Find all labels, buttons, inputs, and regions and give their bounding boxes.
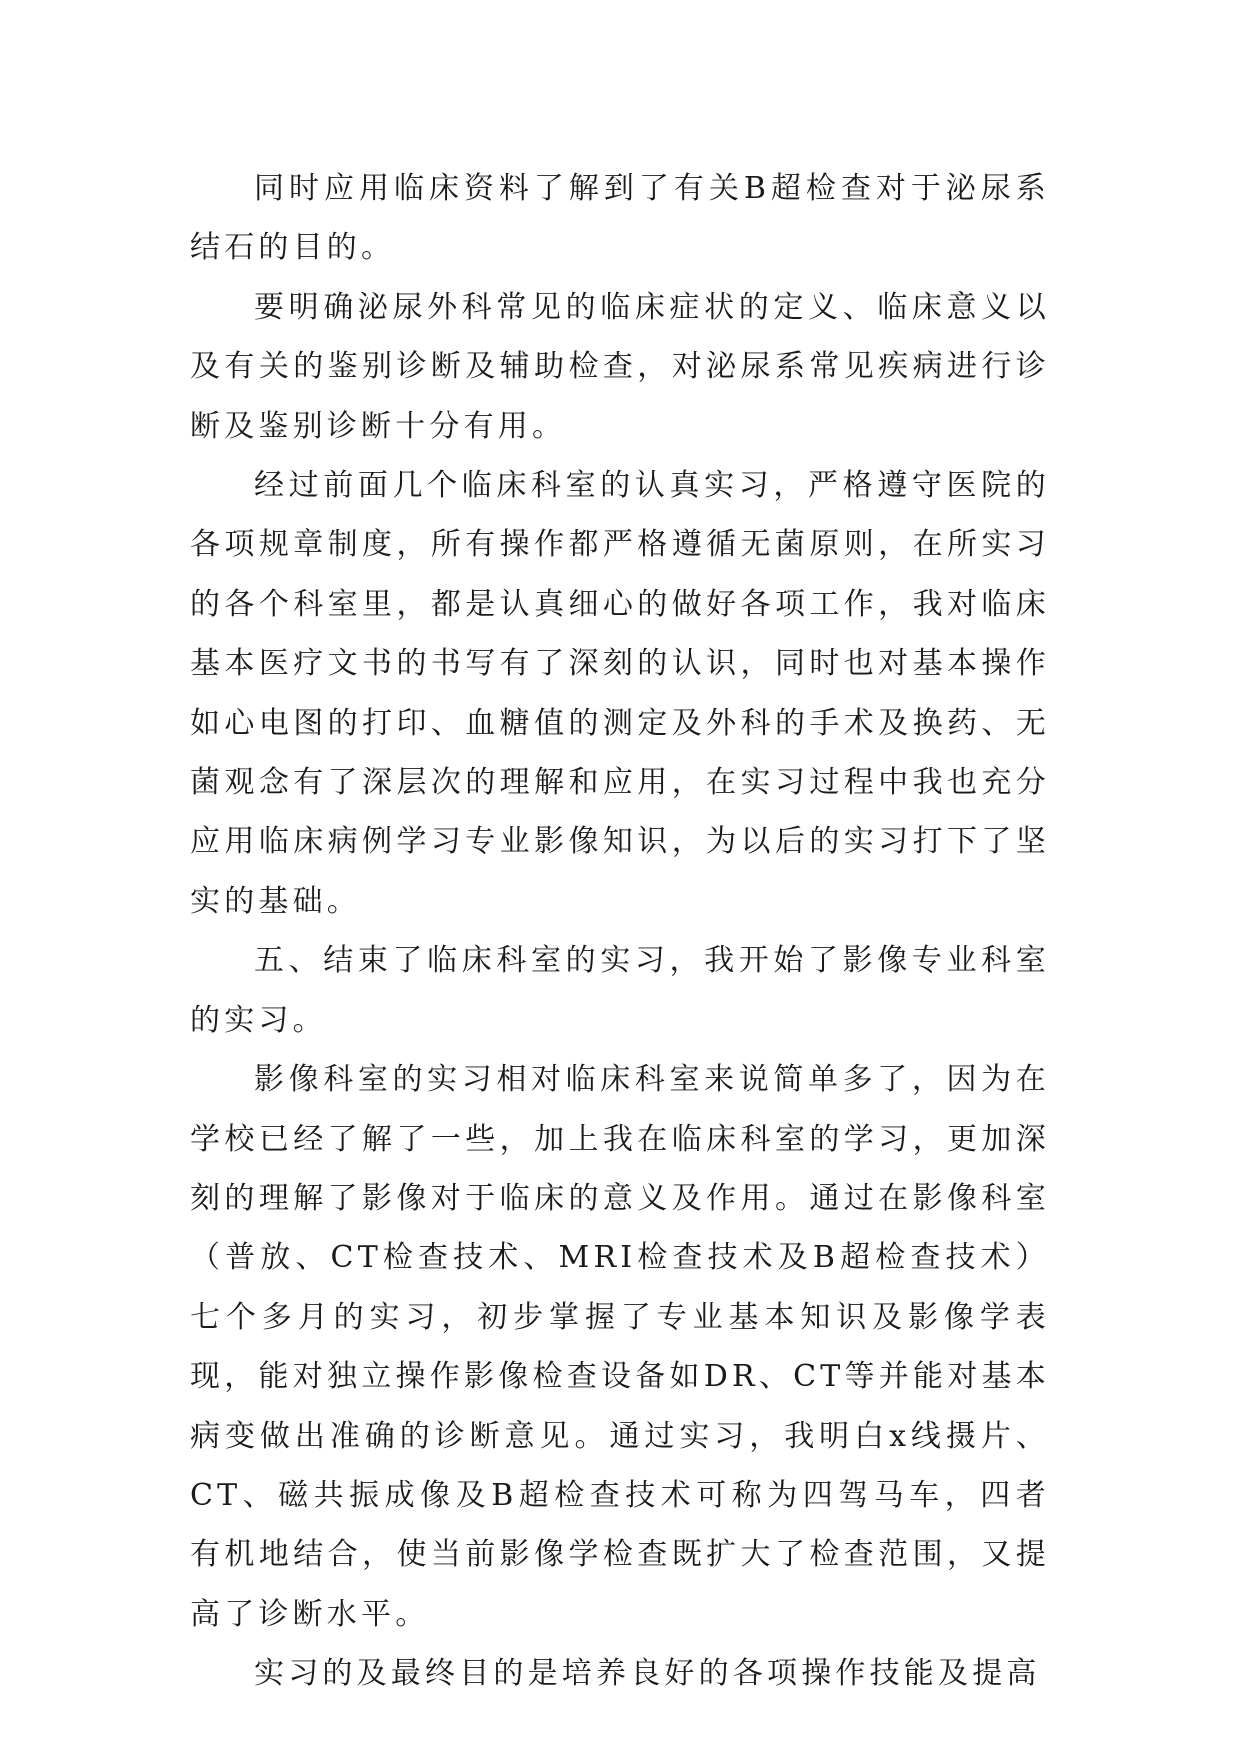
paragraph-5: 影像科室的实习相对临床科室来说简单多了，因为在学校已经了解了一些，加上我在临床科室的学习，更加深刻的理解了影像对于临床的意义及作用。通过在影像科室（普放、CT检查技术、MRI检查技术及B超检查技术）七个多月的实习，初步掌握了专业基本知识及影像学表现，能对独立操作影像检查设备如DR、CT等并能对基本病变做出准确的诊断意见。通过实习，我明白x线摄片、CT、磁共振成像及B超检查技术可称为四驾马车，四者有机地结合，使当前影像学检查既扩大了检查范围，又提高了诊断水平。 [190, 1062, 1050, 1632]
paragraph-4: 五、结束了临床科室的实习，我开始了影像专业科室的实习。 [190, 943, 1050, 1038]
paragraph-1: 同时应用临床资料了解到了有关B超检查对于泌尿系结石的目的。 [190, 171, 1050, 266]
paragraph-3: 经过前面几个临床科室的认真实习，严格遵守医院的各项规章制度，所有操作都严格遵循无菌原则，在所实习的各个科室里，都是认真细心的做好各项工作，我对临床基本医疗文书的书写有了深刻的认识，同时也对基本操作如心电图的打印、血糖值的测定及外科的手术及换药、无菌观念有了深层次的理解和应用，在实习过程中我也充分应用临床病例学习专业影像知识，为以后的实习打下了坚实的基础。 [190, 468, 1050, 919]
document-body [190, 159, 1050, 1704]
paragraph-6: 实习的及最终目的是培养良好的各项操作技能及提高 [254, 1656, 1041, 1692]
paragraph-2: 要明确泌尿外科常见的临床症状的定义、临床意义以及有关的鉴别诊断及辅助检查，对泌尿系常见疾病进行诊断及鉴别诊断十分有用。 [190, 289, 1050, 444]
